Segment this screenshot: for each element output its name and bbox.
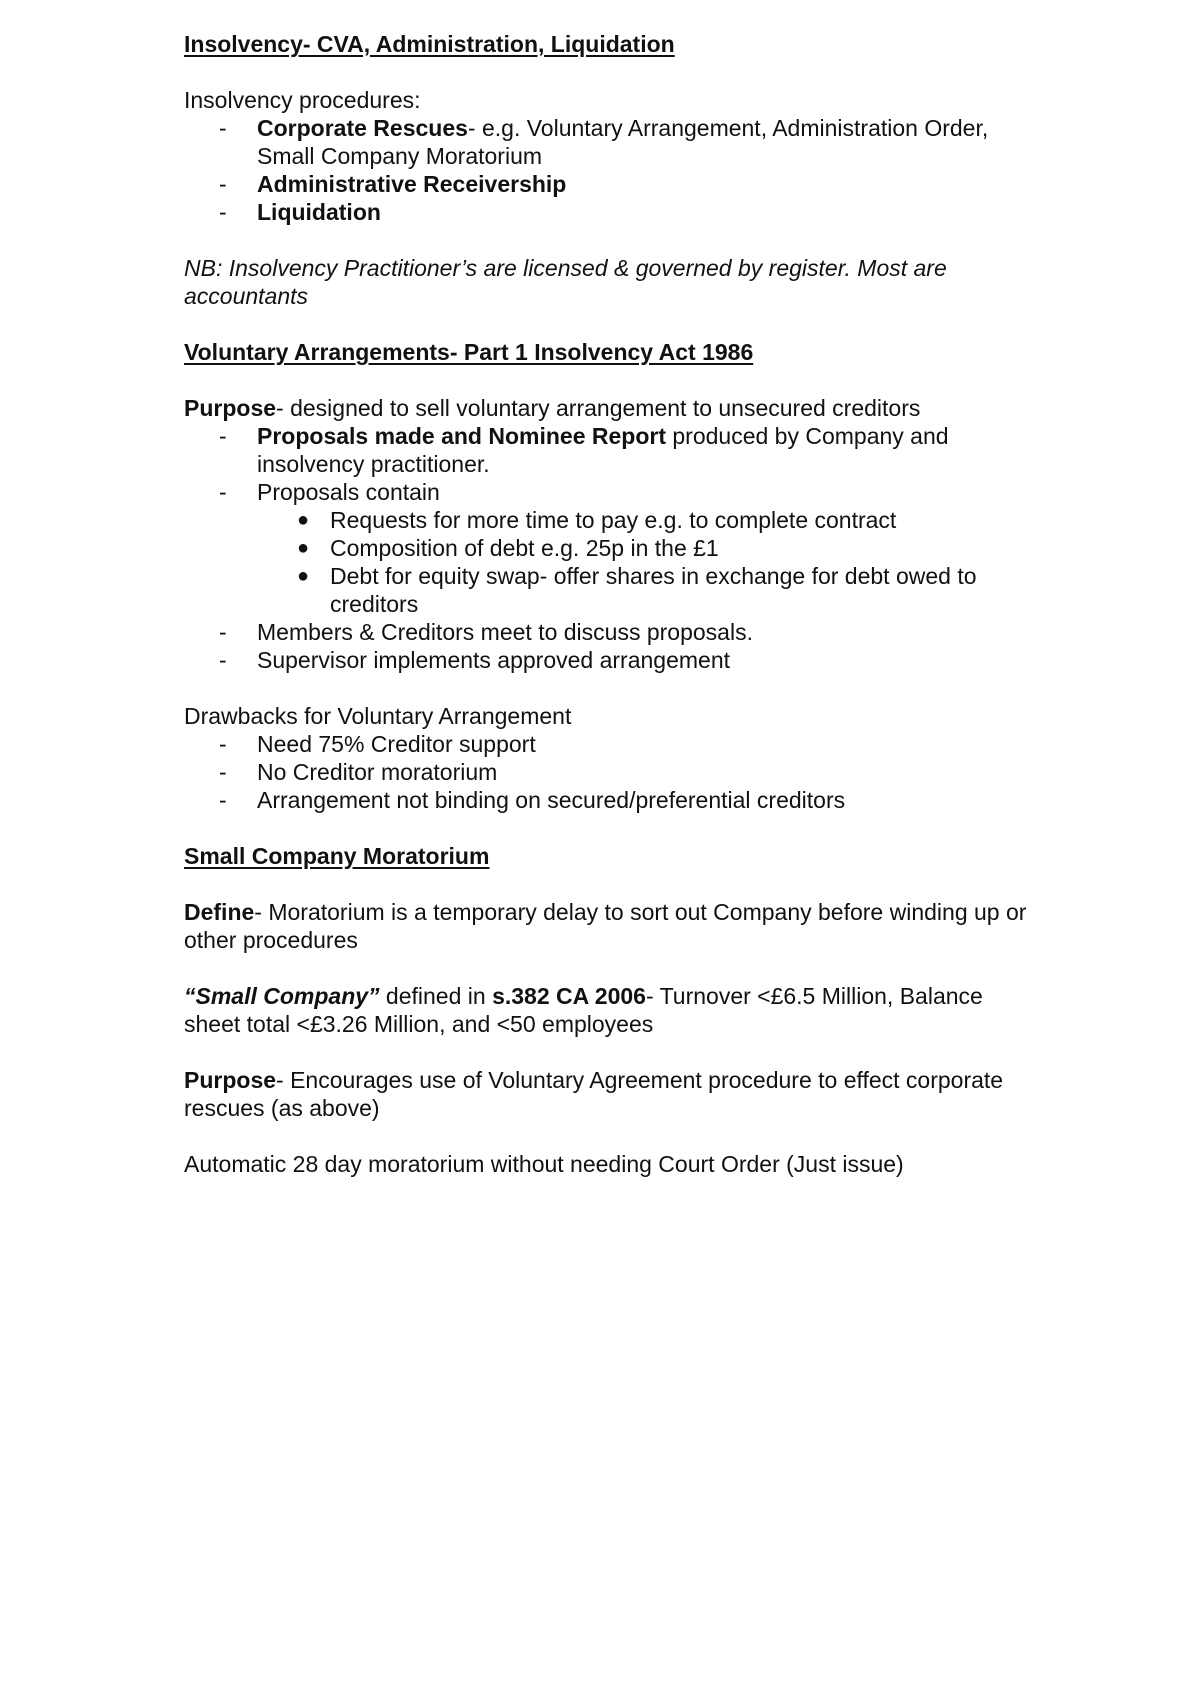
list-item — [184, 422, 1044, 478]
procedure-detail: - e.g. Voluntary Arrangement, Administration Order, Small Company Moratorium — [257, 115, 989, 169]
step-label: Proposals made and Nominee Report — [257, 423, 666, 449]
step-text: produced by Company and insolvency practitioner. — [257, 423, 949, 477]
dash-marker: - — [219, 647, 227, 673]
list-item — [184, 198, 1044, 226]
define-label: Define — [184, 899, 255, 925]
drawbacks-intro: Drawbacks for Voluntary Arrangement — [184, 703, 572, 729]
dash-marker: - — [219, 731, 227, 757]
proposal-contents-list — [257, 506, 1044, 618]
va-steps-list-continued — [184, 618, 1044, 674]
step-text: Supervisor implements approved arrangement — [257, 647, 731, 673]
definition-text: defined in — [379, 983, 493, 1009]
drawbacks-list — [184, 730, 1044, 814]
va-purpose — [184, 394, 1044, 422]
list-item — [184, 170, 1044, 198]
automatic-moratorium-text: Automatic 28 day moratorium without needing Court Order (Just issue) — [184, 1151, 904, 1177]
document-page — [184, 30, 1044, 1178]
section-heading-voluntary-arrangements: Voluntary Arrangements- Part 1 Insolvency Act 1986 — [184, 339, 754, 365]
purpose-text: - Encourages use of Voluntary Agreement procedure to effect corporate rescues (as above) — [184, 1067, 1004, 1121]
content-text: Debt for equity swap- offer shares in exchange for debt owed to creditors — [330, 563, 977, 617]
purpose-text: - designed to sell voluntary arrangement to unsecured creditors — [276, 395, 921, 421]
drawback-text: Arrangement not binding on secured/preferential creditors — [257, 787, 846, 813]
step-text: Proposals contain — [257, 479, 440, 505]
document-title: Insolvency- CVA, Administration, Liquidation — [184, 31, 675, 57]
bullet-marker: ● — [297, 537, 310, 559]
statute-reference: s.382 CA 2006 — [492, 983, 646, 1009]
scm-purpose — [184, 1066, 1044, 1122]
dash-marker: - — [219, 115, 227, 141]
list-item — [184, 618, 1044, 646]
procedure-name: Corporate Rescues — [257, 115, 468, 141]
dash-marker: - — [219, 619, 227, 645]
small-company-definition — [184, 982, 1044, 1038]
purpose-label: Purpose — [184, 1067, 277, 1093]
purpose-label: Purpose — [184, 395, 277, 421]
list-item — [184, 646, 1044, 674]
drawback-text: Need 75% Creditor support — [257, 731, 536, 757]
dash-marker: - — [219, 759, 227, 785]
step-text: Members & Creditors meet to discuss proposals. — [257, 619, 753, 645]
list-item — [184, 786, 1044, 814]
dash-marker: - — [219, 787, 227, 813]
list-item — [257, 506, 1044, 534]
list-item — [184, 758, 1044, 786]
bullet-marker: ● — [297, 509, 310, 531]
small-company-term: “Small Company” — [184, 983, 380, 1009]
content-text: Composition of debt e.g. 25p in the £1 — [330, 535, 719, 561]
definition-criteria: - Turnover <£6.5 Million, Balance sheet total <£3.26 Million, and <50 employees — [184, 983, 983, 1037]
list-item — [257, 534, 1044, 562]
content-text: Requests for more time to pay e.g. to complete contract — [330, 507, 897, 533]
section-heading-small-company-moratorium: Small Company Moratorium — [184, 843, 490, 869]
list-item — [257, 562, 1044, 618]
dash-marker: - — [219, 479, 227, 505]
list-item — [184, 114, 1044, 170]
procedure-name: Administrative Receivership — [257, 171, 567, 197]
dash-marker: - — [219, 171, 227, 197]
note-text: NB: Insolvency Practitioner’s are licensed & governed by register. Most are accountants — [184, 255, 947, 309]
dash-marker: - — [219, 423, 227, 449]
dash-marker: - — [219, 199, 227, 225]
procedure-name: Liquidation — [257, 199, 381, 225]
intro-text: Insolvency procedures: — [184, 87, 421, 113]
bullet-marker: ● — [297, 565, 310, 587]
drawback-text: No Creditor moratorium — [257, 759, 498, 785]
va-steps-list — [184, 422, 1044, 506]
scm-define — [184, 898, 1044, 954]
procedures-list — [184, 114, 1044, 226]
list-item — [184, 478, 1044, 506]
practitioner-note — [184, 254, 1044, 310]
list-item — [184, 730, 1044, 758]
define-text: - Moratorium is a temporary delay to sort out Company before winding up or other procedures — [184, 899, 1027, 953]
